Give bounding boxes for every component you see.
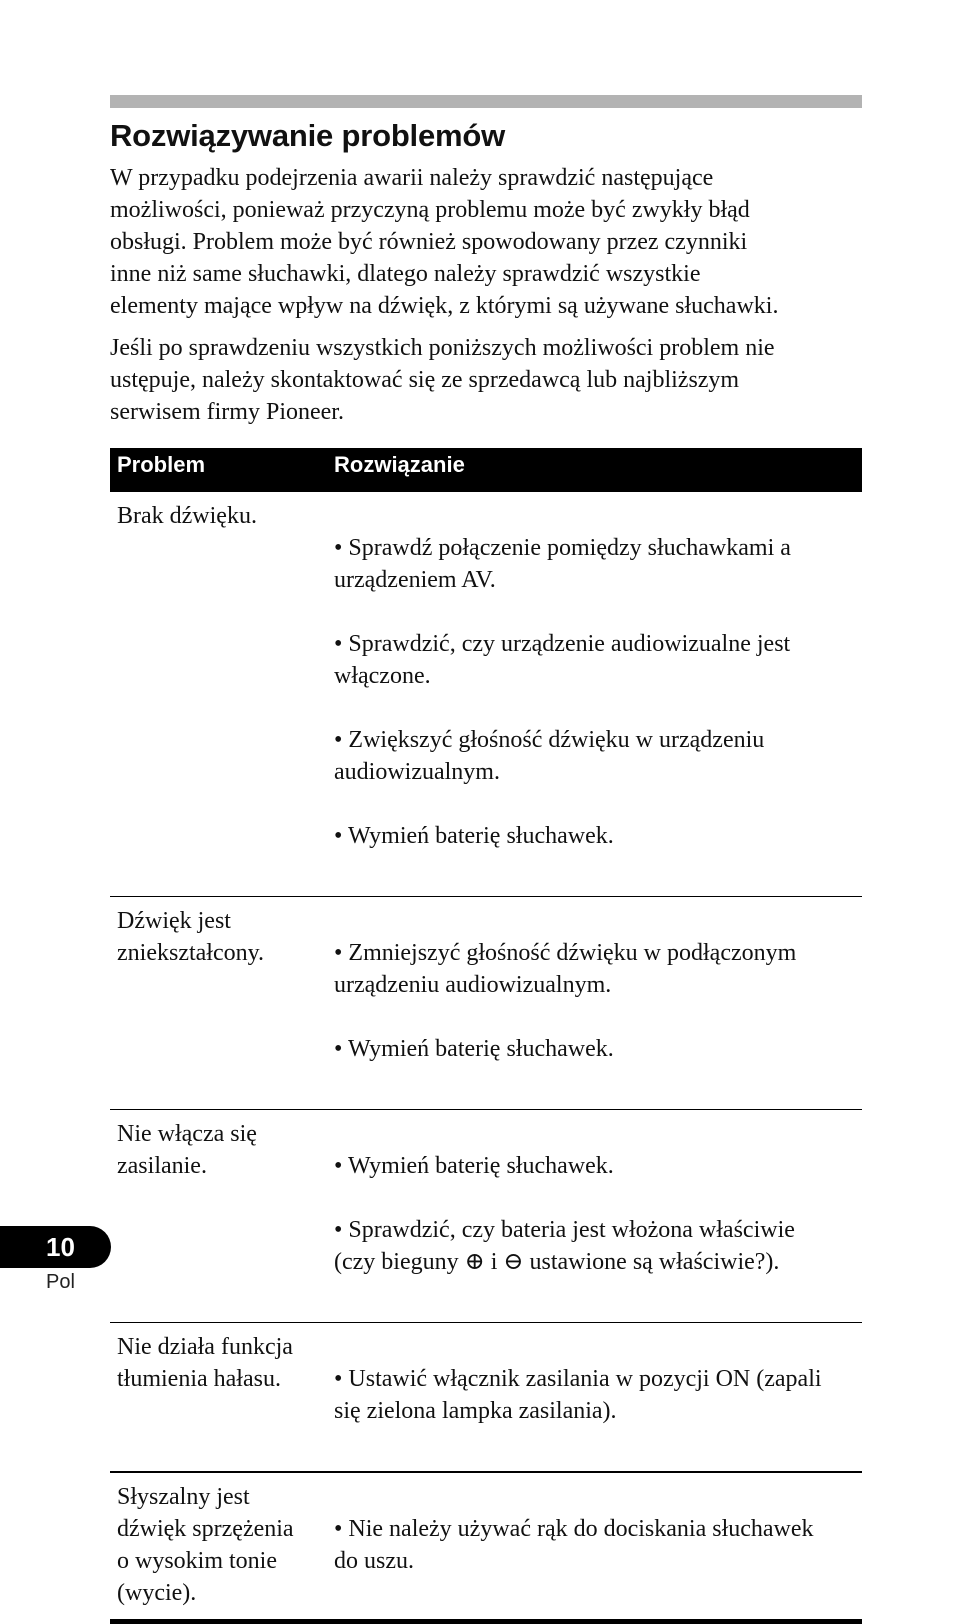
intro-paragraph-1: W przypadku podejrzenia awarii należy sprawdzić następujące możliwości, ponieważ przyczyną problemu może być zwykły błąd obsługi. Problem może być również spowodowany przez czynniki inne niż same słuchawki, dlatego należy sprawdzić wszystkie elementy mające wpływ na dźwięk, z którymi są używane słuchawki. [110, 165, 779, 319]
solution-item: • Nie należy używać rąk do dociskania słuchawek do uszu. [334, 1516, 814, 1574]
troubleshooting-table [110, 448, 862, 1624]
problem-cell: Dźwięk jest zniekształcony. [110, 897, 327, 1110]
column-header-problem: Problem [110, 448, 327, 492]
solution-cell [327, 1110, 862, 1323]
solution-cell [327, 897, 862, 1110]
solution-cell [327, 1472, 862, 1622]
table-row [110, 1323, 862, 1473]
problem-cell: Nie działa funkcja tłumienia hałasu. [110, 1323, 327, 1473]
solution-item: • Sprawdź połączenie pomiędzy słuchawkami a urządzeniem AV. [334, 535, 791, 593]
page-title: Rozwiązywanie problemów [110, 118, 506, 153]
column-header-solution: Rozwiązanie [327, 448, 862, 492]
solution-item: • Zmniejszyć głośność dźwięku w podłączonym urządzeniu audiowizualnym. [334, 940, 797, 998]
problem-cell: Brak dźwięku. [110, 492, 327, 897]
section-header-rule [110, 95, 862, 108]
solution-cell [327, 1323, 862, 1473]
solution-item: • Wymień baterię słuchawek. [334, 823, 614, 849]
table-header-row [110, 448, 862, 492]
solution-item: • Sprawdzić, czy bateria jest włożona właściwie (czy bieguny ⊕ i ⊖ ustawione są właściwie?). [334, 1217, 795, 1275]
table-row [110, 897, 862, 1110]
solution-item: • Ustawić włącznik zasilania w pozycji ON (zapali się zielona lampka zasilania). [334, 1366, 822, 1424]
solution-cell [327, 492, 862, 897]
problem-cell: Słyszalny jest dźwięk sprzężenia o wysokim tonie (wycie). [110, 1472, 327, 1622]
solution-item: • Sprawdzić, czy urządzenie audiowizualne jest włączone. [334, 631, 791, 689]
solution-item: • Wymień baterię słuchawek. [334, 1036, 614, 1062]
table-row [110, 1110, 862, 1323]
problem-cell: Nie włącza się zasilanie. [110, 1110, 327, 1323]
intro-paragraph-2: Jeśli po sprawdzeniu wszystkich poniższych możliwości problem nie ustępuje, należy skontaktować się ze sprzedawcą lub najbliższym serwisem firmy Pioneer. [110, 335, 775, 425]
solution-item: • Zwiększyć głośność dźwięku w urządzeniu audiowizualnym. [334, 727, 765, 785]
language-label: Pol [46, 1271, 75, 1293]
table-row [110, 1472, 862, 1622]
solution-item: • Wymień baterię słuchawek. [334, 1153, 614, 1179]
page-number: 10 [46, 1232, 75, 1262]
table-row [110, 492, 862, 897]
